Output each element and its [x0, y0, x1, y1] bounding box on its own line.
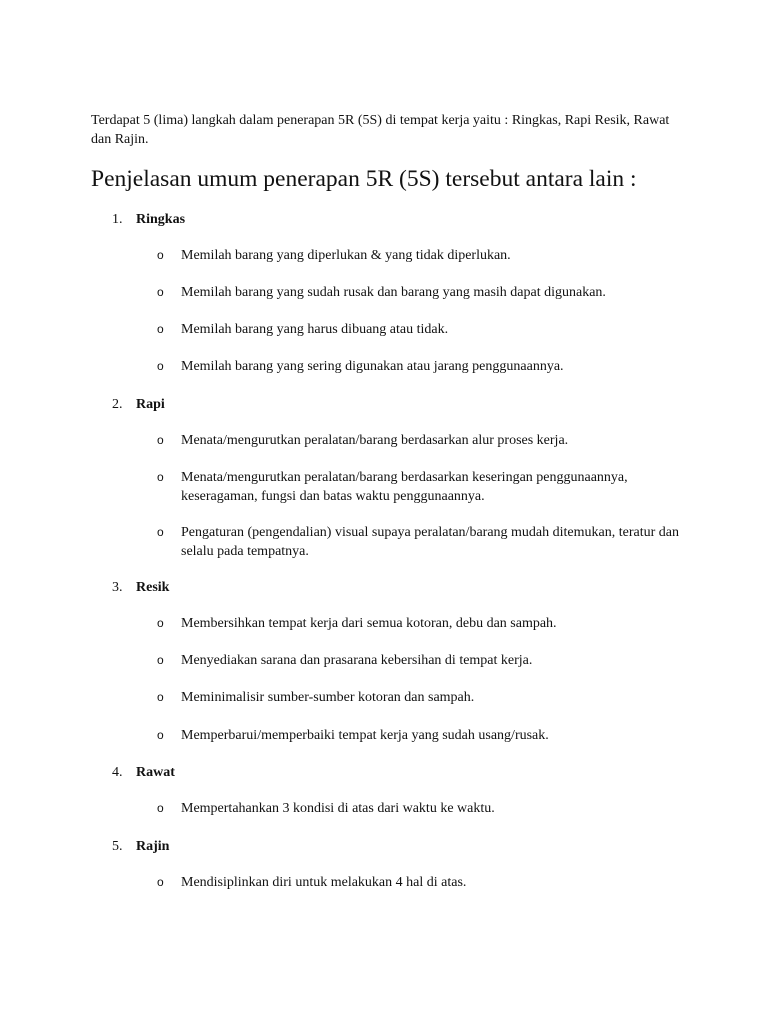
bullet-marker: o [157, 248, 164, 262]
bullet-marker: o [157, 728, 164, 742]
bullet-marker: o [157, 801, 164, 815]
sub-list-text: Memilah barang yang diperlukan & yang tidak diperlukan. [181, 248, 511, 263]
sub-list-text: Menata/mengurutkan peralatan/barang berdasarkan alur proses kerja. [181, 433, 569, 448]
bullet-marker: o [157, 285, 164, 299]
bullet-marker: o [157, 525, 164, 539]
list-title: Rawat [136, 765, 175, 780]
sub-list-text: Menata/mengurutkan peralatan/barang berdasarkan keseringan penggunaannya, keseragaman, fungsi dan batas waktu penggunaannya. [181, 470, 628, 504]
sub-list-text: Membersihkan tempat kerja dari semua kotoran, debu dan sampah. [181, 616, 557, 631]
list-number: 2. [112, 397, 123, 412]
bullet-marker: o [157, 616, 164, 630]
list-number: 5. [112, 839, 123, 854]
sub-list-text: Pengaturan (pengendalian) visual supaya peralatan/barang mudah ditemukan, teratur dan selalu pada tempatnya. [181, 525, 679, 559]
bullet-marker: o [157, 322, 164, 336]
sub-list-text: Memilah barang yang harus dibuang atau tidak. [181, 322, 449, 337]
sub-list-text: Memilah barang yang sudah rusak dan barang yang masih dapat digunakan. [181, 285, 606, 300]
bullet-marker: o [157, 875, 164, 889]
intro-paragraph: Terdapat 5 (lima) langkah dalam penerapan 5R (5S) di tempat kerja yaitu : Ringkas, Rapi Resik, Rawat dan Rajin. [91, 113, 670, 147]
list-title: Rapi [136, 397, 165, 412]
list-number: 1. [112, 212, 123, 227]
list-title: Resik [136, 580, 170, 595]
bullet-marker: o [157, 690, 164, 704]
bullet-marker: o [157, 470, 164, 484]
list-title: Ringkas [136, 212, 186, 227]
list-title: Rajin [136, 839, 170, 854]
sub-list-text: Mendisiplinkan diri untuk melakukan 4 hal di atas. [181, 875, 467, 890]
sub-list-text: Menyediakan sarana dan prasarana kebersihan di tempat kerja. [181, 653, 533, 668]
bullet-marker: o [157, 433, 164, 447]
bullet-marker: o [157, 653, 164, 667]
list-number: 3. [112, 580, 123, 595]
bullet-marker: o [157, 359, 164, 373]
sub-list-text: Memilah barang yang sering digunakan atau jarang penggunaannya. [181, 359, 564, 374]
section-heading: Penjelasan umum penerapan 5R (5S) tersebut antara lain : [91, 166, 637, 192]
sub-list-text: Mempertahankan 3 kondisi di atas dari waktu ke waktu. [181, 801, 495, 816]
sub-list-text: Meminimalisir sumber-sumber kotoran dan sampah. [181, 690, 475, 705]
sub-list-text: Memperbarui/memperbaiki tempat kerja yang sudah usang/rusak. [181, 728, 549, 743]
list-number: 4. [112, 765, 123, 780]
